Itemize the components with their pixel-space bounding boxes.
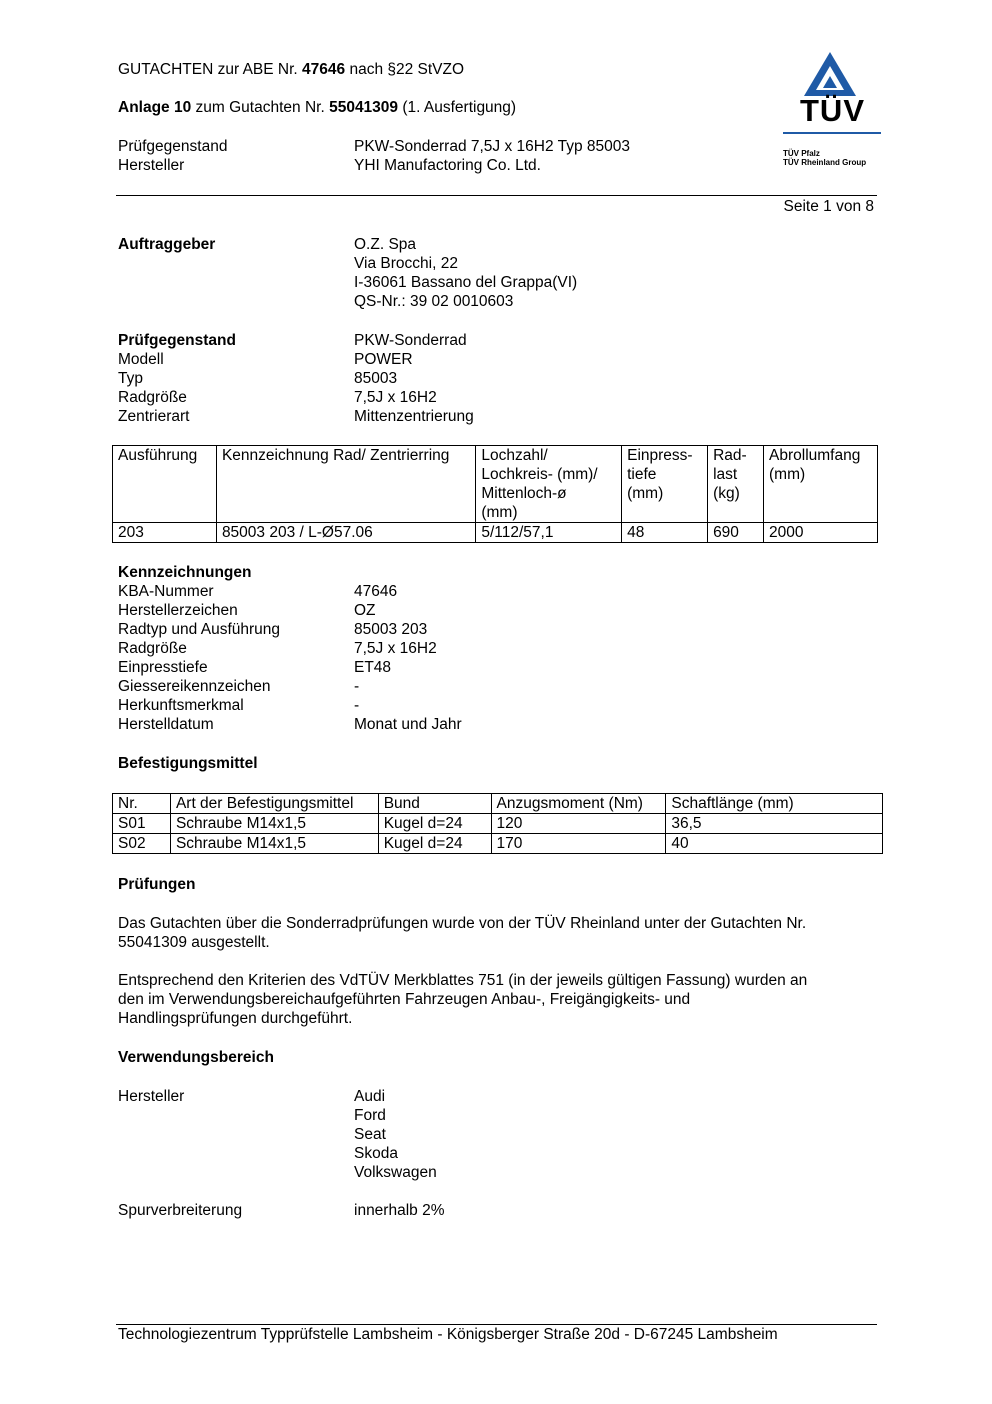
kz-value: OZ (354, 602, 376, 619)
list-item: Audi (354, 1088, 386, 1105)
kz-label: Radtyp und Ausführung (118, 621, 281, 638)
header-line-2: Anlage 10 zum Gutachten Nr. 55041309 (1. Ausfertigung) (118, 99, 517, 116)
kz-value: 85003 203 (354, 621, 428, 638)
table-cell: Schraube M14x1,5 (170, 834, 378, 854)
kz-values (354, 582, 462, 734)
footer-text: Technologiezentrum Typprüfstelle Lambsheim - Königsberger Straße 20d - D-67245 Lambsheim (118, 1326, 778, 1343)
auftraggeber-block (354, 235, 577, 311)
kz-labels (118, 582, 280, 734)
spur-value: innerhalb 2% (354, 1202, 445, 1219)
pg-labels (118, 331, 236, 426)
verwendung-title: Verwendungsbereich (118, 1049, 274, 1066)
header-line-1: GUTACHTEN zur ABE Nr. 47646 nach §22 StVZO (118, 61, 465, 78)
verwendung-hersteller-list (354, 1087, 437, 1182)
tuev-logo-sub2: TÜV Rheinland Group (783, 158, 867, 167)
auftraggeber-line: I-36061 Bassano del Grappa(VI) (354, 274, 578, 291)
verwendung-hersteller-label: Hersteller (118, 1088, 185, 1105)
table-cell: 40 (666, 834, 883, 854)
table-header-cell: Anzugsmoment (Nm) (491, 794, 666, 814)
table-row (113, 523, 878, 543)
kz-label: Herstelldatum (118, 716, 214, 733)
table-header-cell: Art der Befestigungsmittel (170, 794, 378, 814)
list-item: Volkswagen (354, 1164, 437, 1181)
table-cell: S02 (113, 834, 171, 854)
pg-label: Typ (118, 370, 143, 387)
table-header-cell: Rad- last (kg) (708, 446, 764, 523)
kz-label: Radgröße (118, 640, 187, 657)
pg-label: Prüfgegenstand (118, 332, 236, 349)
table-header-cell: Ausführung (113, 446, 217, 523)
pg-label: Modell (118, 351, 164, 368)
auftraggeber-line: O.Z. Spa (354, 236, 417, 253)
kz-value: 7,5J x 16H2 (354, 640, 437, 657)
table-cell: 170 (491, 834, 666, 854)
table-cell: S01 (113, 814, 171, 834)
table-cell: 120 (491, 814, 666, 834)
table-cell: 203 (113, 523, 217, 543)
table-cell: 36,5 (666, 814, 883, 834)
kz-value: ET48 (354, 659, 392, 676)
kz-label: Herstellerzeichen (118, 602, 238, 619)
table-cell: Kugel d=24 (378, 834, 491, 854)
auftraggeber-label: Auftraggeber (118, 236, 216, 253)
kz-value: - (354, 697, 360, 714)
list-item: Ford (354, 1107, 386, 1124)
header-pg-value: PKW-Sonderrad 7,5J x 16H2 Typ 85003 (354, 138, 631, 155)
table-row (113, 814, 883, 834)
tuev-logo-line (783, 132, 881, 134)
table-cell: 690 (708, 523, 764, 543)
pg-label: Radgröße (118, 389, 187, 406)
pg-value: PKW-Sonderrad (354, 332, 467, 349)
pg-label: Zentrierart (118, 408, 190, 425)
pruefungen-title: Prüfungen (118, 876, 196, 893)
table-cell: Kugel d=24 (378, 814, 491, 834)
rad-table (112, 445, 878, 543)
table-header-cell: Nr. (113, 794, 171, 814)
table-header-cell: Kennzeichnung Rad/ Zentrierring (216, 446, 475, 523)
kz-value: - (354, 678, 360, 695)
page-info: Seite 1 von 8 (783, 198, 874, 215)
kz-value: 47646 (354, 583, 398, 600)
table-header-row (113, 446, 878, 523)
table-header-row (113, 794, 883, 814)
header-hersteller-value: YHI Manufactoring Co. Ltd. (354, 157, 541, 174)
kennzeichnungen-title: Kennzeichnungen (118, 564, 252, 581)
spur-label: Spurverbreiterung (118, 1202, 243, 1219)
pg-value: Mittenzentrierung (354, 408, 474, 425)
tuev-logo-text: TÜV (800, 93, 865, 128)
table-header-cell: Abrollumfang (mm) (764, 446, 878, 523)
kz-label: Giessereikennzeichen (118, 678, 271, 695)
pg-value: 85003 (354, 370, 398, 387)
table-row (113, 834, 883, 854)
kz-label: Einpresstiefe (118, 659, 208, 676)
befestigung-title: Befestigungsmittel (118, 755, 258, 772)
pg-value: POWER (354, 351, 413, 368)
kz-value: Monat und Jahr (354, 716, 462, 733)
list-item: Skoda (354, 1145, 398, 1162)
auftraggeber-line: Via Brocchi, 22 (354, 255, 458, 272)
pg-values (354, 331, 474, 426)
pruefungen-para-1: Das Gutachten über die Sonderradprüfungen wurde von der TÜV Rheinland unter der Gutachten Nr. 55041309 ausgestellt. (118, 915, 807, 951)
auftraggeber-line: QS-Nr.: 39 02 0010603 (354, 293, 514, 310)
header-divider (116, 195, 877, 196)
table-cell: 5/112/57,1 (476, 523, 622, 543)
table-cell: 48 (622, 523, 708, 543)
pg-value: 7,5J x 16H2 (354, 389, 437, 406)
tuev-logo-sub1: TÜV Pfalz (783, 149, 820, 158)
kz-label: KBA-Nummer (118, 583, 214, 600)
kz-label: Herkunftsmerkmal (118, 697, 244, 714)
befestigung-table (112, 793, 883, 854)
header-hersteller-label: Hersteller (118, 157, 185, 174)
header-pg-label: Prüfgegenstand (118, 138, 228, 155)
table-header-cell: Einpress- tiefe (mm) (622, 446, 708, 523)
table-header-cell: Lochzahl/ Lochkreis- (mm)/ Mittenloch-ø (mm) (476, 446, 622, 523)
table-header-cell: Schaftlänge (mm) (666, 794, 883, 814)
table-cell: Schraube M14x1,5 (170, 814, 378, 834)
list-item: Seat (354, 1126, 386, 1143)
table-cell: 2000 (764, 523, 878, 543)
table-header-cell: Bund (378, 794, 491, 814)
tuev-logo (780, 50, 885, 172)
table-cell: 85003 203 / L-Ø57.06 (216, 523, 475, 543)
pruefungen-para-2: Entsprechend den Kriterien des VdTÜV Merkblattes 751 (in der jeweils gültigen Fassung) wurden an den im Verwendungsbereichaufgeführten Fahrzeugen Anbau-, Freigängigkeits- und Handlingsprüfungen durchgeführt. (118, 972, 808, 1027)
